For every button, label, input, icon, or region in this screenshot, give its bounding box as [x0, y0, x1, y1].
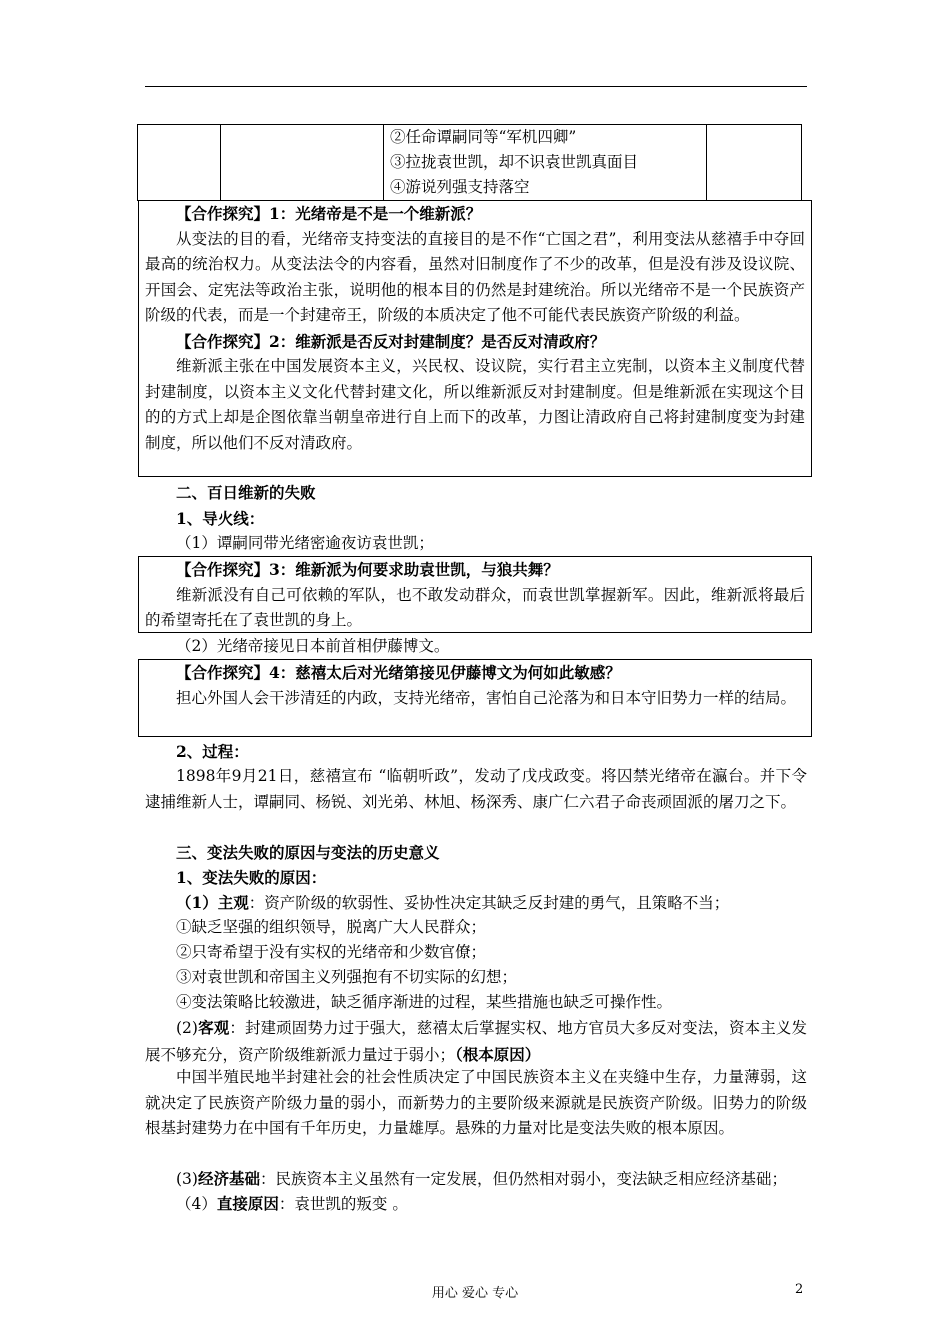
section-heading: 三、变法失败的原因与变法的历史意义: [176, 843, 440, 862]
discussion-box-1: [138, 200, 812, 477]
discussion-question: 【合作探究】4：慈禧太后对光绪第接见伊藤博文为何如此敏感？: [176, 663, 621, 682]
label-bold: 直接原因: [216, 1194, 279, 1213]
paragraph: 1898年9月21日，慈禧宣布 “临朝听政”，发动了戊戌政变。将囚禁光绪帝在瀛台。并下令逮捕维新人士，谭嗣同、杨锐、刘光弟、林旭、杨深秀、康广仁六君子命丧顽固派的屠刀之下。: [145, 767, 807, 811]
discussion-answer: 维新派没有自己可依赖的军队，也不敢发动群众，而袁世凯掌握新军。因此，维新派将最后的希望寄托在了袁世凯的身上。: [145, 585, 805, 629]
measure-item: ④游说列强支持落空: [390, 178, 530, 196]
text-span: (3): [176, 1170, 198, 1188]
discussion-question: 【合作探究】3：维新派为何要求助袁世凯，与狼共舞？: [176, 560, 559, 579]
discussion-answer: 维新派主张在中国发展资本主义，兴民权、设议院，实行君主立宪制，以资本主义制度代替封建制度，以资本主义文化代替封建文化，所以维新派反对封建制度。但是维新派在实现这个目的的方式上却是企图依靠当朝皇帝进行自上而下的改革，力图让清政府自己将封建制度变为封建制度，所以他们不反对清政府。: [145, 357, 805, 452]
discussion-question: 【合作探究】1：光绪帝是不是一个维新派？: [176, 204, 482, 223]
paragraph: [145, 1191, 807, 1218]
list-item: ②只寄希望于没有实权的光绪帝和少数官僚；: [176, 943, 487, 961]
table-cell-empty: [138, 125, 221, 201]
text-span: (2): [176, 1019, 198, 1037]
discussion-box-3: [138, 556, 812, 633]
measure-item: ③拉拢袁世凯，却不识袁世凯真面目: [390, 153, 639, 171]
section-heading: 二、百日维新的失败: [176, 483, 316, 502]
list-item: ④变法策略比较激进，缺乏循序渐进的过程，某些措施也缺乏可操作性。: [176, 993, 673, 1011]
paragraph: （2）光绪帝接见日本前首相伊藤博文。: [176, 637, 450, 655]
page-number: 2: [795, 1282, 804, 1297]
label-bold: 经济基础: [197, 1169, 260, 1188]
paragraph: （1）谭嗣同带光绪密逾夜访袁世凯；: [176, 534, 434, 552]
label-bold: 客观: [197, 1018, 230, 1037]
discussion-box-4: [138, 659, 812, 737]
text-span: ：袁世凯的叛变 。: [278, 1195, 408, 1213]
page-footer: 用心 爱心 专心: [431, 1286, 519, 1301]
measure-item: ②任命谭嗣同等“军机四卿”: [390, 128, 577, 146]
subsection-heading: 2、过程：: [176, 742, 249, 761]
continuation-table: [137, 124, 802, 201]
subsection-heading: 1、变法失败的原因：: [176, 868, 327, 887]
discussion-answer: 从变法的目的看，光绪帝支持变法的直接目的是不作“亡国之君”，利用变法从慈禧手中夺回最高的统治权力。从变法法令的内容看，虽然对旧制度作了不少的改革，但是没有涉及设议院、开国会、定宪法等政治主张，说明他的根本目的仍然是封建统治。所以光绪帝不是一个民族资产阶级的代表，而是一个封建帝王，阶级的本质决定了他不可能代表民族资产阶级的利益。: [145, 229, 805, 324]
discussion-question: 【合作探究】2：维新派是否反对封建制度？是否反对清政府？: [176, 331, 606, 351]
label-bold: （根本原因）: [455, 1044, 541, 1064]
paragraph: [145, 1166, 807, 1193]
text-span: ：封建顽固势力过于强大，慈禧太后掌握实权、地方官员大多反对变法，资本主义发展不够充分，资产阶级维新派力量过于弱小；: [145, 1019, 807, 1064]
subsection-heading: 1、导火线：: [176, 509, 265, 528]
table-cell-measures: [384, 125, 707, 201]
list-item: ①缺乏坚强的组织领导，脱离广大人民群众；: [176, 918, 487, 936]
label-bold: （1）主观: [176, 893, 249, 912]
table-cell-empty: [221, 125, 384, 201]
paragraph: 中国半殖民地半封建社会的社会性质决定了中国民族资本主义在夹缝中生存，力量薄弱，这就决定了民族资产阶级力量的弱小，而新势力的主要阶级来源就是民族资产阶级。旧势力的阶级根基封建势力在中国有千年历史，力量雄厚。悬殊的力量对比是变法失败的根本原因。: [145, 1068, 807, 1137]
paragraph: [145, 1015, 807, 1068]
text-span: ：资产阶级的软弱性、妥协性决定其缺乏反封建的勇气，且策略不当；: [248, 894, 730, 912]
table-cell-empty: [707, 125, 802, 201]
text-span: ：民族资本主义虽然有一定发展，但仍然相对弱小，变法缺乏相应经济基础；: [259, 1170, 787, 1188]
list-item: ③对袁世凯和帝国主义列强抱有不切实际的幻想；: [176, 968, 518, 986]
paragraph: [145, 890, 807, 917]
header-rule: [145, 86, 807, 87]
text-span: （4）: [176, 1195, 217, 1213]
discussion-answer: 担心外国人会干涉清廷的内政，支持光绪帝，害怕自己沦落为和日本守旧势力一样的结局。: [176, 688, 797, 707]
